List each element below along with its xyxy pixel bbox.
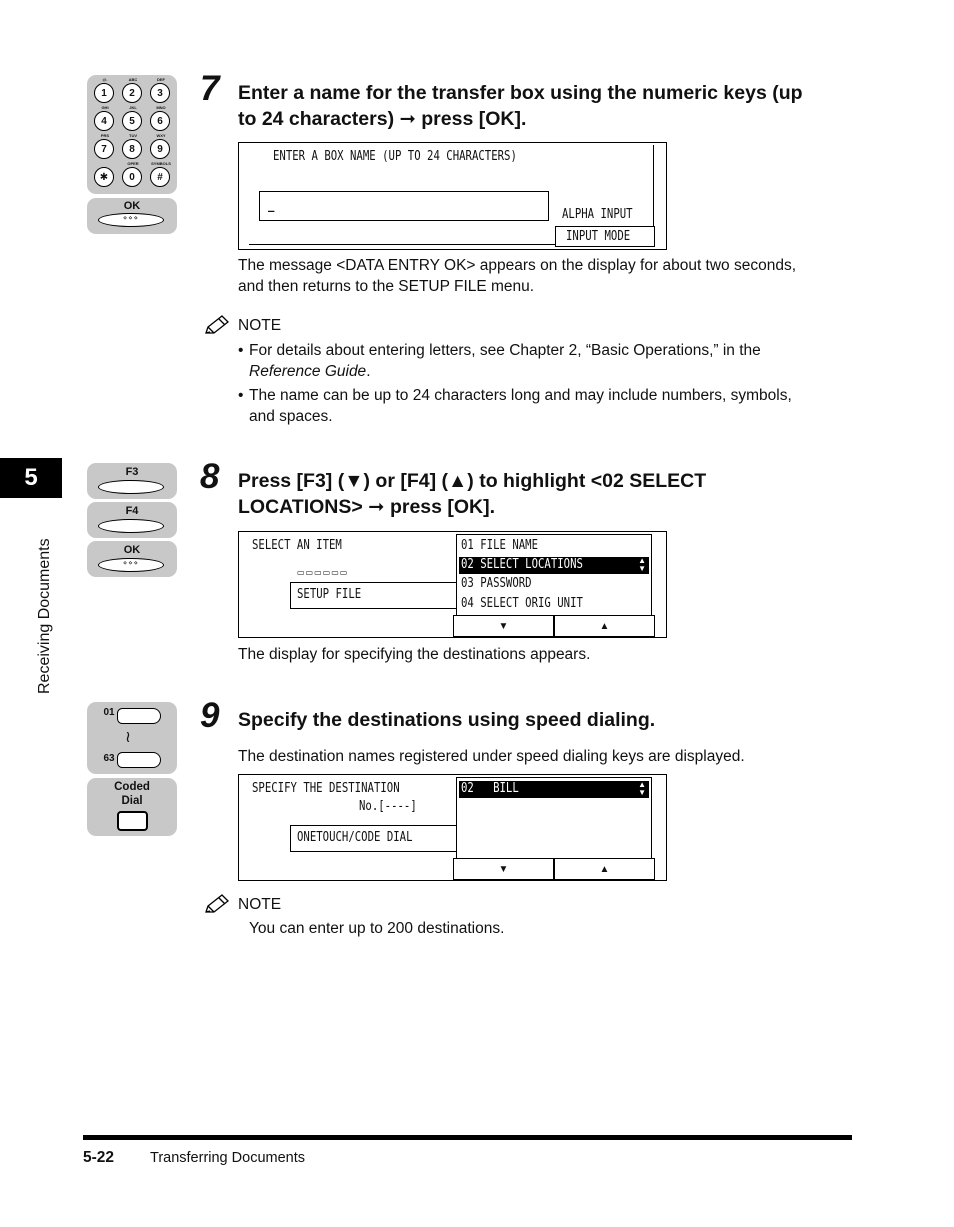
lcd-box-name-screen [238, 142, 667, 250]
keypad-key: 4 [94, 111, 114, 131]
note-bullet [238, 385, 838, 427]
step-number: 8 [200, 457, 220, 496]
destination-list [456, 777, 652, 859]
coded-dial-key-panel [87, 778, 177, 836]
lcd-heading: SELECT AN ITEM [252, 538, 342, 553]
coded-dial-key [117, 811, 148, 831]
keypad-key-sublabel: MNO [156, 105, 166, 110]
keypad-key-sublabel: PRS [100, 133, 110, 138]
note-line: and spaces. [249, 408, 333, 425]
note-bullet [238, 340, 838, 382]
f4-key-label: F4 [125, 505, 139, 517]
step-title-line: Enter a name for the transfer box using the numeric keys (up [238, 82, 803, 104]
scroll-icon: ▲ ▼ [638, 780, 646, 797]
keypad-key: 2 [122, 83, 142, 103]
speed-dial-key-63 [117, 752, 161, 768]
item-list-text: 03 PASSWORD [461, 576, 532, 592]
step-number: 7 [200, 69, 220, 108]
keypad-key: 1 [94, 83, 114, 103]
setup-file-label: SETUP FILE [297, 587, 362, 602]
numeric-keypad-panel [87, 75, 177, 194]
down-arrow-button: ▼ [453, 858, 554, 880]
lcd-mode-label: ALPHA INPUT [562, 207, 633, 222]
note-line [249, 361, 838, 382]
item-list-row [459, 576, 649, 593]
keypad-key-sublabel: GHI [101, 105, 109, 110]
step-body-line: and then returns to the SETUP FILE menu. [238, 278, 535, 295]
step-title-line: to 24 characters) ➞ press [OK]. [238, 108, 527, 130]
note-text: You can enter up to 200 destinations. [249, 920, 505, 937]
ok-key-panel [87, 541, 177, 577]
input-mode-button [555, 226, 655, 247]
setup-file-label-box [290, 582, 460, 609]
keypad-key-sublabel: OPER [127, 161, 139, 166]
keypad-key: 6 [150, 111, 170, 131]
footer-section-title: Transferring Documents [150, 1150, 305, 1166]
speed-dial-end-label: 63 [103, 753, 115, 764]
mode-label: ONETOUCH/CODE DIAL [297, 830, 413, 845]
input-mode-button-label: INPUT MODE [566, 229, 631, 244]
step-title: Specify the destinations using speed dialing. [238, 709, 656, 731]
step-body-line: The message <DATA ENTRY OK> appears on the display for about two seconds, [238, 257, 797, 274]
lcd-dots: ▭▭▭▭▭▭ [297, 568, 349, 577]
step-title-line: LOCATIONS> ➞ press [OK]. [238, 496, 496, 518]
destination-list-selected-row [459, 781, 649, 798]
ok-key-label: OK [123, 544, 141, 556]
lcd-heading: SPECIFY THE DESTINATION [252, 781, 400, 796]
ok-key-dots: ⋄⋄⋄ [122, 215, 140, 222]
footer-rule [83, 1135, 852, 1140]
name-input-field [259, 191, 549, 221]
keypad-key-sublabel: TUV [129, 133, 137, 138]
keypad-key: 5 [122, 111, 142, 131]
coded-dial-label-line: Dial [121, 795, 143, 807]
up-arrow-button: ▲ [554, 615, 655, 637]
lcd-select-item-screen [238, 531, 667, 638]
keypad-key: 7 [94, 139, 114, 159]
range-tilde: ≀ [125, 729, 131, 746]
keypad-key-sublabel: @. [102, 77, 108, 82]
lcd-specify-destination-screen [238, 774, 667, 881]
page-number: 5-22 [83, 1149, 115, 1166]
scroll-icon: ▲ ▼ [638, 556, 646, 574]
note-label: NOTE [238, 896, 282, 913]
destination-item: 02 BILL [461, 781, 519, 796]
chapter-side-title: Receiving Documents [36, 538, 53, 694]
keypad-key-sublabel: WXY [156, 133, 166, 138]
reference-guide-title: Reference Guide [249, 363, 367, 380]
keypad-key: 9 [150, 139, 170, 159]
lcd-number-line: No.[----] [359, 799, 417, 814]
note-line: • The name can be up to 24 characters long and may include numbers, symbols, [249, 387, 792, 404]
speed-dial-start-label: 01 [103, 707, 115, 718]
keypad-key: 0 [122, 167, 142, 187]
coded-dial-label-line: Coded [114, 781, 150, 793]
keypad-key: # [150, 167, 170, 187]
chapter-tab: 5 [0, 458, 62, 498]
step-title-line: Press [F3] (▼) or [F4] (▲) to highlight <02 SELECT [238, 470, 707, 492]
pencil-icon [203, 893, 231, 915]
f3-key [98, 480, 164, 494]
f4-key-panel [87, 502, 177, 538]
up-arrow-button: ▲ [554, 858, 655, 880]
keypad-key-sublabel: ABC [128, 77, 138, 82]
item-list-row [459, 538, 649, 555]
lcd-prompt: ENTER A BOX NAME (UP TO 24 CHARACTERS) [273, 149, 517, 164]
item-list-text: 02 SELECT LOCATIONS [461, 557, 583, 573]
note-line: • For details about entering letters, see Chapter 2, “Basic Operations,” in the [249, 342, 761, 359]
keypad-key: 8 [122, 139, 142, 159]
ok-key-dots: ⋄⋄⋄ [122, 560, 140, 567]
down-arrow-button: ▼ [453, 615, 554, 637]
input-cursor: _ [268, 198, 275, 213]
speed-dial-key-panel [87, 702, 177, 774]
f4-key [98, 519, 164, 533]
item-list-selected-row [459, 557, 649, 574]
ok-key-label: OK [123, 200, 141, 212]
keypad-key: ✱ [94, 167, 114, 187]
step-body: The display for specifying the destinations appears. [238, 646, 591, 663]
mode-label-box [290, 825, 460, 852]
step-body: The destination names registered under speed dialing keys are displayed. [238, 748, 745, 765]
step-number: 9 [200, 696, 220, 735]
keypad-key-sublabel: DEF [157, 77, 165, 82]
pencil-icon [203, 314, 231, 336]
keypad-key-sublabel: JKL [129, 105, 137, 110]
f3-key-label: F3 [125, 466, 139, 478]
keypad-key-sublabel: SYMBOLS [151, 161, 171, 166]
ok-key-panel [87, 198, 177, 234]
f3-key-panel [87, 463, 177, 499]
note-period: . [366, 363, 371, 380]
item-list-text: 04 SELECT ORIG UNIT [461, 595, 583, 611]
item-list [456, 534, 652, 616]
item-list-text: 01 FILE NAME [461, 538, 539, 553]
item-list-row [459, 596, 649, 613]
keypad-key: 3 [150, 83, 170, 103]
speed-dial-key-01 [117, 708, 161, 724]
note-label: NOTE [238, 317, 282, 334]
